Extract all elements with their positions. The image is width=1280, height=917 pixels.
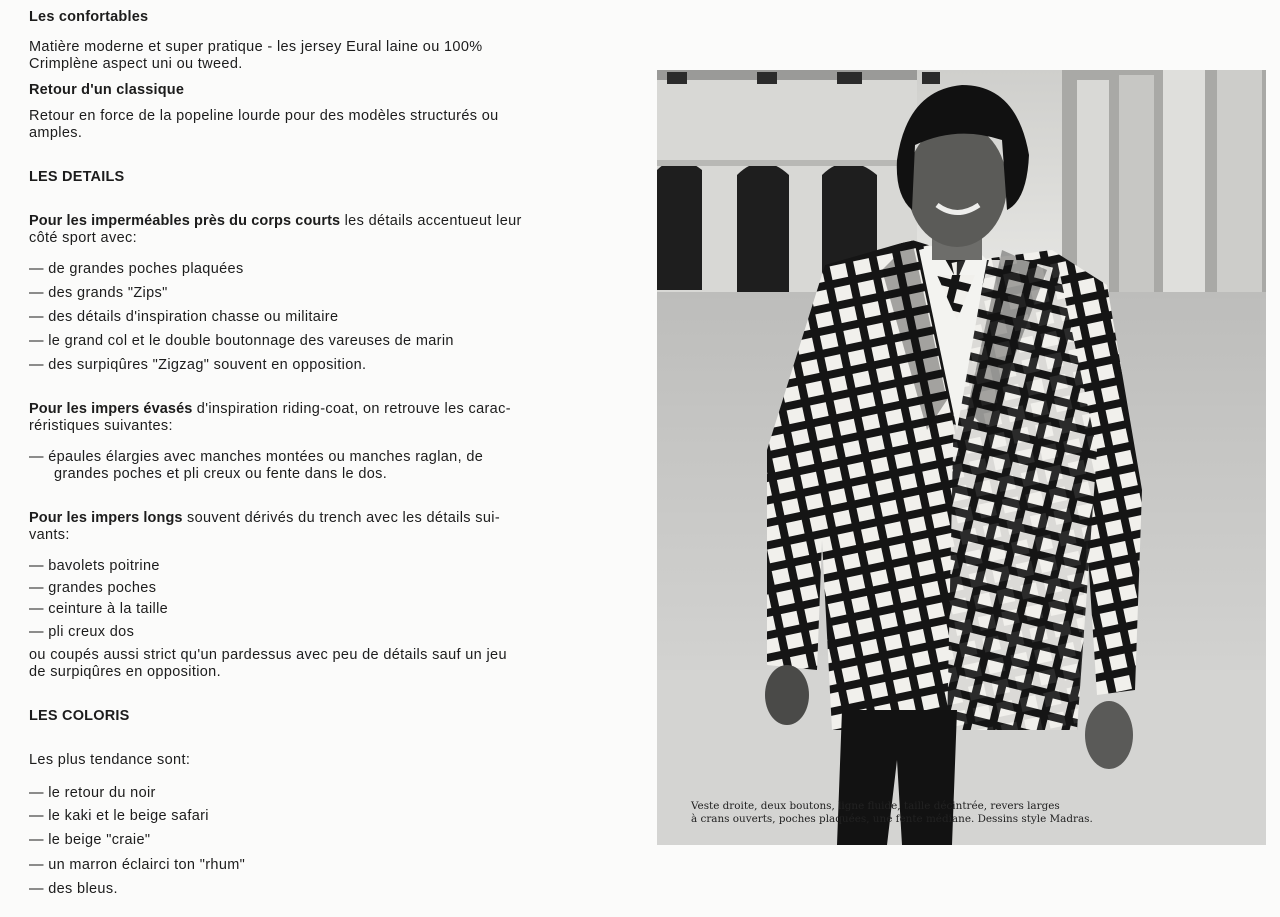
- bold-lead: Pour les impers évasés: [29, 401, 193, 417]
- bold-lead: Pour les imperméables près du corps courts: [29, 213, 341, 229]
- caption-line2: à crans ouverts, poches plaquées, une fente médiane. Dessins style Madras.: [691, 813, 1093, 825]
- list-item: — des surpiqûres "Zigzag" souvent en opposition.: [29, 357, 367, 373]
- paragraph-confortables-line2: Crimplène aspect uni ou tweed.: [29, 56, 243, 72]
- list-item: — le kaki et le beige safari: [29, 808, 209, 824]
- text-rest: souvent dérivés du trench avec les détails sui-: [182, 510, 501, 526]
- paragraph-impers-longs-line2: vants:: [29, 527, 70, 543]
- list-item: — un marron éclairci ton "rhum": [29, 857, 246, 873]
- paragraph-coloris-intro: Les plus tendance sont:: [29, 752, 191, 768]
- paragraph-coupes-line2: de surpiqûres en opposition.: [29, 664, 221, 680]
- paragraph-classique-line2: amples.: [29, 125, 83, 141]
- heading-les-confortables: Les confortables: [29, 9, 149, 25]
- text-rest: d'inspiration riding-coat, on retrouve les carac-: [192, 401, 511, 417]
- heading-les-coloris: LES COLORIS: [29, 708, 130, 724]
- list-item: — ceinture à la taille: [29, 601, 169, 617]
- paragraph-impers-evases-line1: [29, 400, 625, 418]
- list-item: — des bleus.: [29, 881, 118, 897]
- paragraph-impers-courts-line2: côté sport avec:: [29, 230, 137, 246]
- list-item: — le grand col et le double boutonnage des vareuses de marin: [29, 333, 454, 349]
- photo-caption: [691, 800, 1251, 826]
- list-item: — pli creux dos: [29, 624, 135, 640]
- paragraph-impers-longs-line1: [29, 509, 625, 527]
- list-item: — le beige "craie": [29, 832, 151, 848]
- paragraph-coupes-line1: ou coupés aussi strict qu'un pardessus avec peu de détails sauf un jeu: [29, 647, 507, 663]
- list-item: — de grandes poches plaquées: [29, 261, 244, 277]
- paragraph-classique-line1: Retour en force de la popeline lourde pour des modèles structurés ou: [29, 108, 499, 124]
- list-item-continuation: grandes poches et pli creux ou fente dans le dos.: [54, 466, 388, 482]
- list-item: — épaules élargies avec manches montées ou manches raglan, de: [29, 449, 484, 465]
- list-item: — grandes poches: [29, 580, 157, 596]
- photo-illustration: [657, 70, 1266, 845]
- text-line: Matière moderne et super pratique - les jersey Eural laine ou 100%: [29, 39, 483, 55]
- list-item: — bavolets poitrine: [29, 558, 160, 574]
- paragraph-impers-courts-line1: [29, 212, 625, 230]
- list-item: — des grands "Zips": [29, 285, 168, 301]
- list-item: — le retour du noir: [29, 785, 156, 801]
- heading-retour-classique: Retour d'un classique: [29, 82, 185, 98]
- text-rest: les détails accentueut leur: [340, 213, 522, 229]
- list-item: — des détails d'inspiration chasse ou militaire: [29, 309, 339, 325]
- caption-line1: Veste droite, deux boutons, ligne fluide, taille décintrée, revers larges: [691, 800, 1060, 812]
- bold-lead: Pour les impers longs: [29, 510, 183, 526]
- paragraph-confortables-line1: [29, 38, 625, 56]
- fashion-photo: [657, 70, 1266, 845]
- paragraph-impers-evases-line2: réristiques suivantes:: [29, 418, 173, 434]
- heading-les-details: LES DETAILS: [29, 169, 125, 185]
